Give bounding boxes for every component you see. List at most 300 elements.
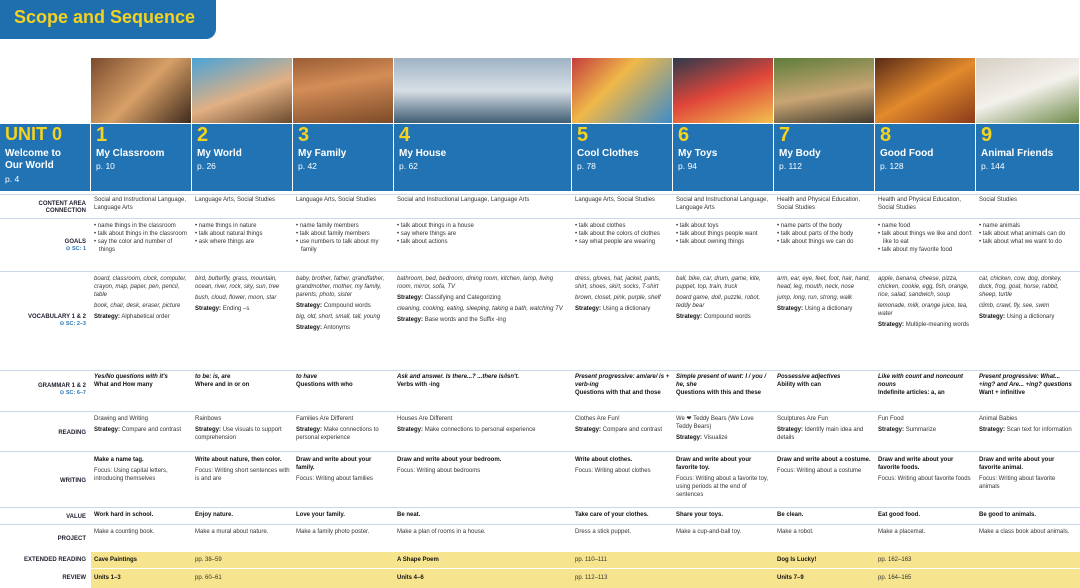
vocabulary-cell	[774, 275, 875, 369]
unit-number: 4	[399, 124, 411, 146]
writing-task: Draw and write about your favorite animal.	[979, 457, 1055, 471]
goal-item: • say what people are wearing	[575, 239, 656, 245]
unit-4-header	[394, 124, 572, 191]
reading-title: Animal Babies	[979, 416, 1018, 422]
goals-cell	[673, 222, 774, 270]
content-area-text: Social and Instructional Language, Language Arts	[397, 197, 530, 203]
strategy-text: Visualize	[703, 435, 728, 441]
value-text: Love your family.	[296, 512, 345, 518]
unit-number: 9	[981, 124, 993, 146]
grammar-1: to have	[296, 374, 318, 380]
vocab-list-1: arm, ear, eye, feet, foot, hair, hand, head, leg, mouth, neck, nose	[777, 276, 871, 290]
unit-0-header	[0, 124, 91, 191]
value-text: Take care of your clothes.	[575, 512, 649, 518]
value-cell	[293, 511, 394, 523]
unit-title: Cool Clothes	[577, 148, 639, 159]
row-label-vocab	[0, 314, 90, 328]
vocab-list-2: jump, long, run, strong, walk	[777, 295, 853, 301]
goal-item: • use numbers to talk about my family	[296, 239, 379, 253]
grammar-cell	[91, 373, 192, 411]
unit-title: My House	[399, 148, 447, 159]
content-area-cell	[976, 196, 1080, 218]
goal-item: • talk about what animals can do	[979, 231, 1066, 237]
strategy-text: Using a dictionary	[1006, 314, 1055, 320]
row-label-content	[0, 201, 90, 215]
strategy-text: Antonyms	[323, 325, 351, 331]
content-area-text: Language Arts, Social Studies	[296, 197, 377, 203]
review-text: pp. 60–61	[195, 575, 222, 581]
strategy-label: Strategy:	[575, 427, 602, 433]
unit-6-header	[673, 124, 774, 191]
strategy-text: Compound words	[323, 303, 371, 309]
review-text: Units 4–6	[397, 575, 424, 581]
strategy-text: Using a dictionary	[804, 306, 853, 312]
unit-2-photo	[192, 58, 293, 123]
value-cell	[394, 511, 572, 523]
row-label-text: READING	[58, 430, 86, 436]
goal-item: • name things in nature	[195, 223, 257, 229]
unit-title-block	[981, 148, 1053, 160]
unit-number: 3	[298, 124, 310, 146]
unit-number: 7	[779, 124, 791, 146]
unit-title-block	[96, 148, 164, 160]
goal-item: • talk about my favorite food	[878, 247, 953, 253]
grammar-2: Questions with this and these	[676, 390, 762, 396]
content-area-cell	[673, 196, 774, 218]
vocab-strategy-1	[575, 305, 670, 313]
page-title: Scope and Sequence	[14, 7, 196, 27]
goals-cell	[293, 222, 394, 270]
row-label-text: PROJECT	[57, 536, 86, 542]
strategy-text: Make connections to personal experience	[296, 427, 379, 441]
grammar-1: to be: is, are	[195, 374, 231, 380]
writing-focus: Focus: Writing about a costume	[777, 468, 862, 474]
extended-reading-text: pp. 38–59	[195, 557, 222, 563]
vocabulary-cell	[394, 275, 572, 369]
strategy-text: Compare and contrast	[602, 427, 663, 433]
strategy-text: Use visuals to support comprehension	[195, 427, 282, 441]
value-cell	[572, 511, 673, 523]
unit-3-photo	[293, 58, 394, 123]
unit-title-block	[880, 148, 933, 160]
content-area-text: Social and Instructional Language, Language Arts	[676, 197, 769, 211]
writing-focus: Focus: Writing about favorite foods	[878, 476, 971, 482]
project-cell	[572, 528, 673, 550]
vocab-list-2: board game, doll, puzzle, robot, teddy bear	[676, 295, 761, 309]
content-area-text: Language Arts, Social Studies	[575, 197, 656, 203]
unit-title-block	[678, 148, 717, 160]
strategy-label: Strategy:	[195, 427, 222, 433]
grammar-2: Want + infinitive	[979, 390, 1025, 396]
goal-item: • talk about toys	[676, 223, 719, 229]
unit-6-photo	[673, 58, 774, 123]
review-cell	[875, 574, 976, 584]
writing-focus: Focus: Writing about a favorite toy, using periods at the end of sentences	[676, 476, 769, 498]
strategy-text: Compound words	[703, 314, 751, 320]
value-cell	[673, 511, 774, 523]
writing-focus: Focus: Using capital letters, introducing themselves	[94, 468, 168, 482]
grammar-1: Present progressive: What... +ing? and Are... +ing? questions	[979, 374, 1072, 388]
reading-strategy	[296, 426, 391, 442]
writing-focus: Focus: Writing about families	[296, 476, 373, 482]
unit-page: p. 62	[399, 161, 418, 171]
writing-task: Draw and write about your favorite foods.	[878, 457, 954, 471]
strategy-text: Using a dictionary	[602, 306, 651, 312]
writing-cell	[394, 456, 572, 506]
goals-list	[979, 222, 1077, 246]
goal-item: • talk about things we like and don't like to eat	[878, 231, 972, 245]
vocabulary-cell	[293, 275, 394, 369]
goal-item: • talk about family members	[296, 231, 370, 237]
unit-title: Animal Friends	[981, 148, 1054, 159]
reading-strategy	[397, 426, 569, 434]
project-text: Make a plan of rooms in a house.	[397, 529, 486, 535]
reading-strategy	[195, 426, 290, 442]
review-cell	[192, 574, 293, 584]
vocab-strategy-2	[397, 316, 569, 324]
extended-reading-cell	[394, 556, 572, 566]
strategy-text: Base words and the Suffix -ing	[424, 317, 506, 323]
reading-cell	[976, 415, 1080, 451]
unit-page: p. 10	[96, 161, 115, 171]
unit-9-header	[976, 124, 1080, 191]
unit-5-header	[572, 124, 673, 191]
strategy-label: Strategy:	[878, 427, 905, 433]
unit-page: p. 128	[880, 161, 904, 171]
unit-number: 6	[678, 124, 690, 146]
unit-number: 1	[96, 124, 108, 146]
goals-list	[878, 222, 973, 254]
unit-8-header	[875, 124, 976, 191]
value-cell	[875, 511, 976, 523]
reading-title: Sculptures Are Fun	[777, 416, 829, 422]
value-cell	[774, 511, 875, 523]
strategy-text: Compare and contrast	[121, 427, 182, 433]
reading-strategy	[777, 426, 872, 442]
grammar-2: Where and in or on	[195, 382, 250, 388]
row-label-text: GOALS	[64, 239, 86, 245]
goal-item: • say where things are	[397, 231, 457, 237]
goals-list	[296, 222, 391, 254]
row-label-value	[0, 514, 90, 521]
unit-number: UNIT 0	[5, 124, 63, 144]
unit-title-block	[197, 148, 242, 160]
vocab-strategy-1	[777, 305, 872, 313]
value-text: Be neat.	[397, 512, 421, 518]
unit-3-header	[293, 124, 394, 191]
grammar-1: Possessive adjectives	[777, 374, 841, 380]
extended-reading-text: Cave Paintings	[94, 557, 138, 563]
row-label-text: VALUE	[66, 514, 86, 520]
writing-cell	[192, 456, 293, 506]
grammar-cell	[192, 373, 293, 411]
reading-strategy	[878, 426, 973, 434]
reading-title: Rainbows	[195, 416, 222, 422]
project-text: Make a family photo poster.	[296, 529, 370, 535]
unit-title: My Classroom	[96, 148, 165, 159]
row-label-text: WRITING	[60, 478, 86, 484]
reading-cell	[774, 415, 875, 451]
strategy-label: Strategy:	[777, 306, 804, 312]
reading-cell	[91, 415, 192, 451]
goal-item: • talk about things in the classroom	[94, 231, 187, 237]
strategy-text: Identify main idea and details	[777, 427, 864, 441]
unit-4-photo	[394, 58, 572, 123]
grammar-1: Simple present of want: I / you / he, she	[676, 374, 767, 388]
unit-title-block	[298, 148, 346, 160]
writing-focus: Focus: Writing about favorite animals	[979, 476, 1056, 490]
content-area-text: Social Studies	[979, 197, 1018, 203]
strategy-text: Make connections to personal experience	[424, 427, 536, 433]
content-area-cell	[293, 196, 394, 218]
unit-title-block	[399, 148, 446, 160]
project-cell	[673, 528, 774, 550]
vocab-strategy-1	[878, 321, 973, 329]
value-cell	[976, 511, 1080, 523]
goal-item: • talk about clothes	[575, 223, 626, 229]
strategy-label: Strategy:	[397, 295, 424, 301]
row-divider	[0, 451, 1080, 452]
goal-item: • name family members	[296, 223, 359, 229]
strategy-text: Multiple-meaning words	[905, 322, 970, 328]
vocab-list-1: bathroom, bed, bedroom, dining room, kitchen, lamp, living room, mirror, sofa, TV	[397, 276, 554, 290]
goals-cell	[192, 222, 293, 270]
grammar-cell	[976, 373, 1080, 411]
value-text: Be clean.	[777, 512, 804, 518]
content-area-cell	[192, 196, 293, 218]
project-cell	[976, 528, 1080, 550]
title-tab	[0, 0, 216, 39]
goals-list	[676, 222, 771, 246]
unit-title-block	[577, 148, 639, 160]
strategy-label: Strategy:	[777, 427, 804, 433]
grammar-1: Ask and answer. Is there...? ...there is/isn't.	[397, 374, 520, 380]
strategy-label: Strategy:	[296, 325, 323, 331]
strategy-label: Strategy:	[979, 314, 1006, 320]
vocab-list-2: bush, cloud, flower, moon, star	[195, 295, 277, 301]
reading-cell	[875, 415, 976, 451]
row-label-extended	[0, 557, 90, 564]
unit-page: p. 4	[5, 174, 20, 184]
row-label-goals	[0, 239, 90, 253]
content-area-text: Language Arts, Social Studies	[195, 197, 276, 203]
writing-cell	[293, 456, 394, 506]
goal-item: • talk about actions	[397, 239, 448, 245]
strategy-label: Strategy:	[979, 427, 1006, 433]
strategy-label: Strategy:	[878, 322, 905, 328]
goals-cell	[875, 222, 976, 270]
reading-strategy	[94, 426, 189, 434]
extended-reading-cell	[875, 556, 976, 566]
row-label-project	[0, 536, 90, 543]
row-divider	[0, 218, 1080, 219]
strategy-label: Strategy:	[296, 427, 323, 433]
writing-task: Draw and write about a costume.	[777, 457, 871, 463]
grammar-2: What and How many	[94, 382, 153, 388]
vocab-list-2: big, old, short, small, tall, young	[296, 314, 381, 320]
value-text: Enjoy nature.	[195, 512, 234, 518]
review-text: Units 1–3	[94, 575, 121, 581]
project-text: Make a cup-and-ball toy.	[676, 529, 742, 535]
strategy-label: Strategy:	[575, 306, 602, 312]
row-divider	[0, 411, 1080, 412]
goals-list	[397, 222, 569, 246]
row-label-writing	[0, 478, 90, 485]
strategy-text: Alphabetical order	[121, 314, 170, 320]
strategy-label: Strategy:	[94, 427, 121, 433]
row-divider	[0, 370, 1080, 371]
strategy-label: Strategy:	[94, 314, 121, 320]
value-text: Eat good food.	[878, 512, 920, 518]
grammar-1: Present progressive: am/are/ is + verb-ing	[575, 374, 670, 388]
strategy-text: Summarize	[905, 427, 937, 433]
sc-ref: ⊙ SC: 2–3	[59, 321, 86, 327]
unit-7-photo	[774, 58, 875, 123]
reading-cell	[192, 415, 293, 451]
vocab-list-2: lemonade, milk, orange juice, tea, water	[878, 303, 968, 317]
reading-strategy	[979, 426, 1077, 434]
goal-item: • talk about things in a house	[397, 223, 474, 229]
reading-title: Houses Are Different	[397, 416, 453, 422]
row-label-text: VOCABULARY 1 & 2	[27, 314, 86, 320]
row-divider	[0, 271, 1080, 272]
goal-item: • talk about parts of the body	[777, 231, 854, 237]
row-divider	[0, 507, 1080, 508]
row-label-text: REVIEW	[62, 575, 86, 581]
reading-title: Clothes Are Fun!	[575, 416, 620, 422]
strategy-label: Strategy:	[397, 317, 424, 323]
goal-item: • say the color and number of things	[94, 239, 173, 253]
vocab-strategy-1	[676, 313, 771, 321]
vocab-list-1: board, classroom, clock, computer, crayon, map, paper, pen, pencil, table	[94, 276, 187, 298]
unit-2-header	[192, 124, 293, 191]
extended-reading-text: pp. 162–163	[878, 557, 912, 563]
content-area-cell	[394, 196, 572, 218]
unit-number: 8	[880, 124, 892, 146]
unit-page: p. 42	[298, 161, 317, 171]
row-divider	[0, 194, 1080, 195]
vocabulary-cell	[976, 275, 1080, 369]
goals-list	[777, 222, 872, 246]
project-text: Make a placemat.	[878, 529, 926, 535]
row-label-text: GRAMMAR 1 & 2	[37, 383, 86, 389]
sc-ref: ⊙ SC: 1	[65, 246, 86, 252]
reading-title: We ❤ Teddy Bears (We Love Teddy Bears)	[676, 416, 754, 430]
unit-page: p. 26	[197, 161, 216, 171]
vocabulary-cell	[192, 275, 293, 369]
vocab-list-2: climb, crawl, fly, see, swim	[979, 303, 1050, 309]
writing-focus: Focus: Writing short sentences with is and are	[195, 468, 290, 482]
goal-item: • talk about things people want	[676, 231, 758, 237]
project-text: Dress a stick puppet.	[575, 529, 632, 535]
content-area-cell	[91, 196, 192, 218]
grammar-cell	[572, 373, 673, 411]
vocab-list-1: cat, chicken, cow, dog, donkey, duck, frog, goat, horse, rabbit, sheep, turtle	[979, 276, 1062, 298]
goal-item: • name food	[878, 223, 911, 229]
goals-cell	[572, 222, 673, 270]
vocab-list-2: book, chair, desk, eraser, picture	[94, 303, 181, 309]
vocabulary-cell	[572, 275, 673, 369]
grammar-2: Questions with who	[296, 382, 353, 388]
strategy-label: Strategy:	[195, 306, 222, 312]
strategy-label: Strategy:	[397, 427, 424, 433]
unit-page: p. 78	[577, 161, 596, 171]
goal-item: • talk about the colors of clothes	[575, 231, 660, 237]
value-cell	[91, 511, 192, 523]
vocab-list-1: ball, bike, car, drum, game, kite, puppet, top, train, truck	[676, 276, 761, 290]
goal-item: • name parts of the body	[777, 223, 843, 229]
writing-cell	[774, 456, 875, 506]
vocab-strategy-1	[94, 313, 189, 321]
grammar-cell	[875, 373, 976, 411]
row-label-text: EXTENDED READING	[23, 557, 86, 563]
unit-title-block	[779, 148, 821, 160]
reading-strategy	[676, 434, 771, 442]
grammar-cell	[293, 373, 394, 411]
goal-item: • talk about things we can do	[777, 239, 854, 245]
strategy-text: Scan text for information	[1006, 427, 1072, 433]
unit-page: p. 112	[779, 161, 803, 171]
unit-title: My Family	[298, 148, 347, 159]
reading-cell	[673, 415, 774, 451]
unit-9-photo	[976, 58, 1080, 123]
value-text: Share your toys.	[676, 512, 724, 518]
content-area-cell	[572, 196, 673, 218]
row-label-review	[0, 575, 90, 582]
grammar-1: Yes/No questions with it's	[94, 374, 168, 380]
writing-task: Draw and write about your family.	[296, 457, 372, 471]
vocab-list-2: brown, closet, pink, purple, shelf	[575, 295, 661, 301]
goal-item: • talk about owning things	[676, 239, 745, 245]
value-text: Work hard in school.	[94, 512, 154, 518]
vocab-strategy-1	[296, 302, 391, 310]
grammar-2: Ability with can	[777, 382, 822, 388]
goal-item: • ask where things are	[195, 239, 255, 245]
strategy-label: Strategy:	[676, 435, 703, 441]
writing-task: Write about nature, then color.	[195, 457, 282, 463]
goals-list	[195, 222, 290, 246]
review-cell	[394, 574, 572, 584]
reading-cell	[293, 415, 394, 451]
grammar-cell	[774, 373, 875, 411]
content-area-cell	[774, 196, 875, 218]
review-text: pp. 112–113	[575, 575, 608, 581]
vocab-list-1: dress, gloves, hat, jacket, pants, shirt, shoes, skirt, socks, T-shirt	[575, 276, 661, 290]
vocab-list-1: apple, banana, cheese, pizza, chicken, cookie, egg, fish, orange, rice, salad, sandwich, soup	[878, 276, 969, 298]
goals-list	[575, 222, 670, 246]
extended-reading-cell	[192, 556, 293, 566]
vocab-strategy-2	[296, 324, 391, 332]
row-label-grammar	[0, 383, 90, 397]
goals-cell	[976, 222, 1080, 270]
goals-cell	[91, 222, 192, 270]
unit-1-header	[91, 124, 192, 191]
grammar-1: Like with count and noncount nouns	[878, 374, 963, 388]
goals-cell	[774, 222, 875, 270]
vocab-list-1: bird, butterfly, grass, mountain, ocean, river, rock, sky, sun, tree	[195, 276, 280, 290]
extended-reading-text: pp. 110–111	[575, 557, 608, 563]
unit-title: My Body	[779, 148, 821, 159]
grammar-cell	[394, 373, 572, 411]
unit-number: 5	[577, 124, 589, 146]
vocabulary-cell	[91, 275, 192, 369]
review-cell	[774, 574, 875, 584]
unit-page: p. 94	[678, 161, 697, 171]
row-label-reading	[0, 430, 90, 437]
content-area-text: Social and Instructional Language, Language Arts	[94, 197, 187, 211]
content-area-text: Health and Physical Education, Social Studies	[777, 197, 861, 211]
review-text: pp. 164–165	[878, 575, 912, 581]
